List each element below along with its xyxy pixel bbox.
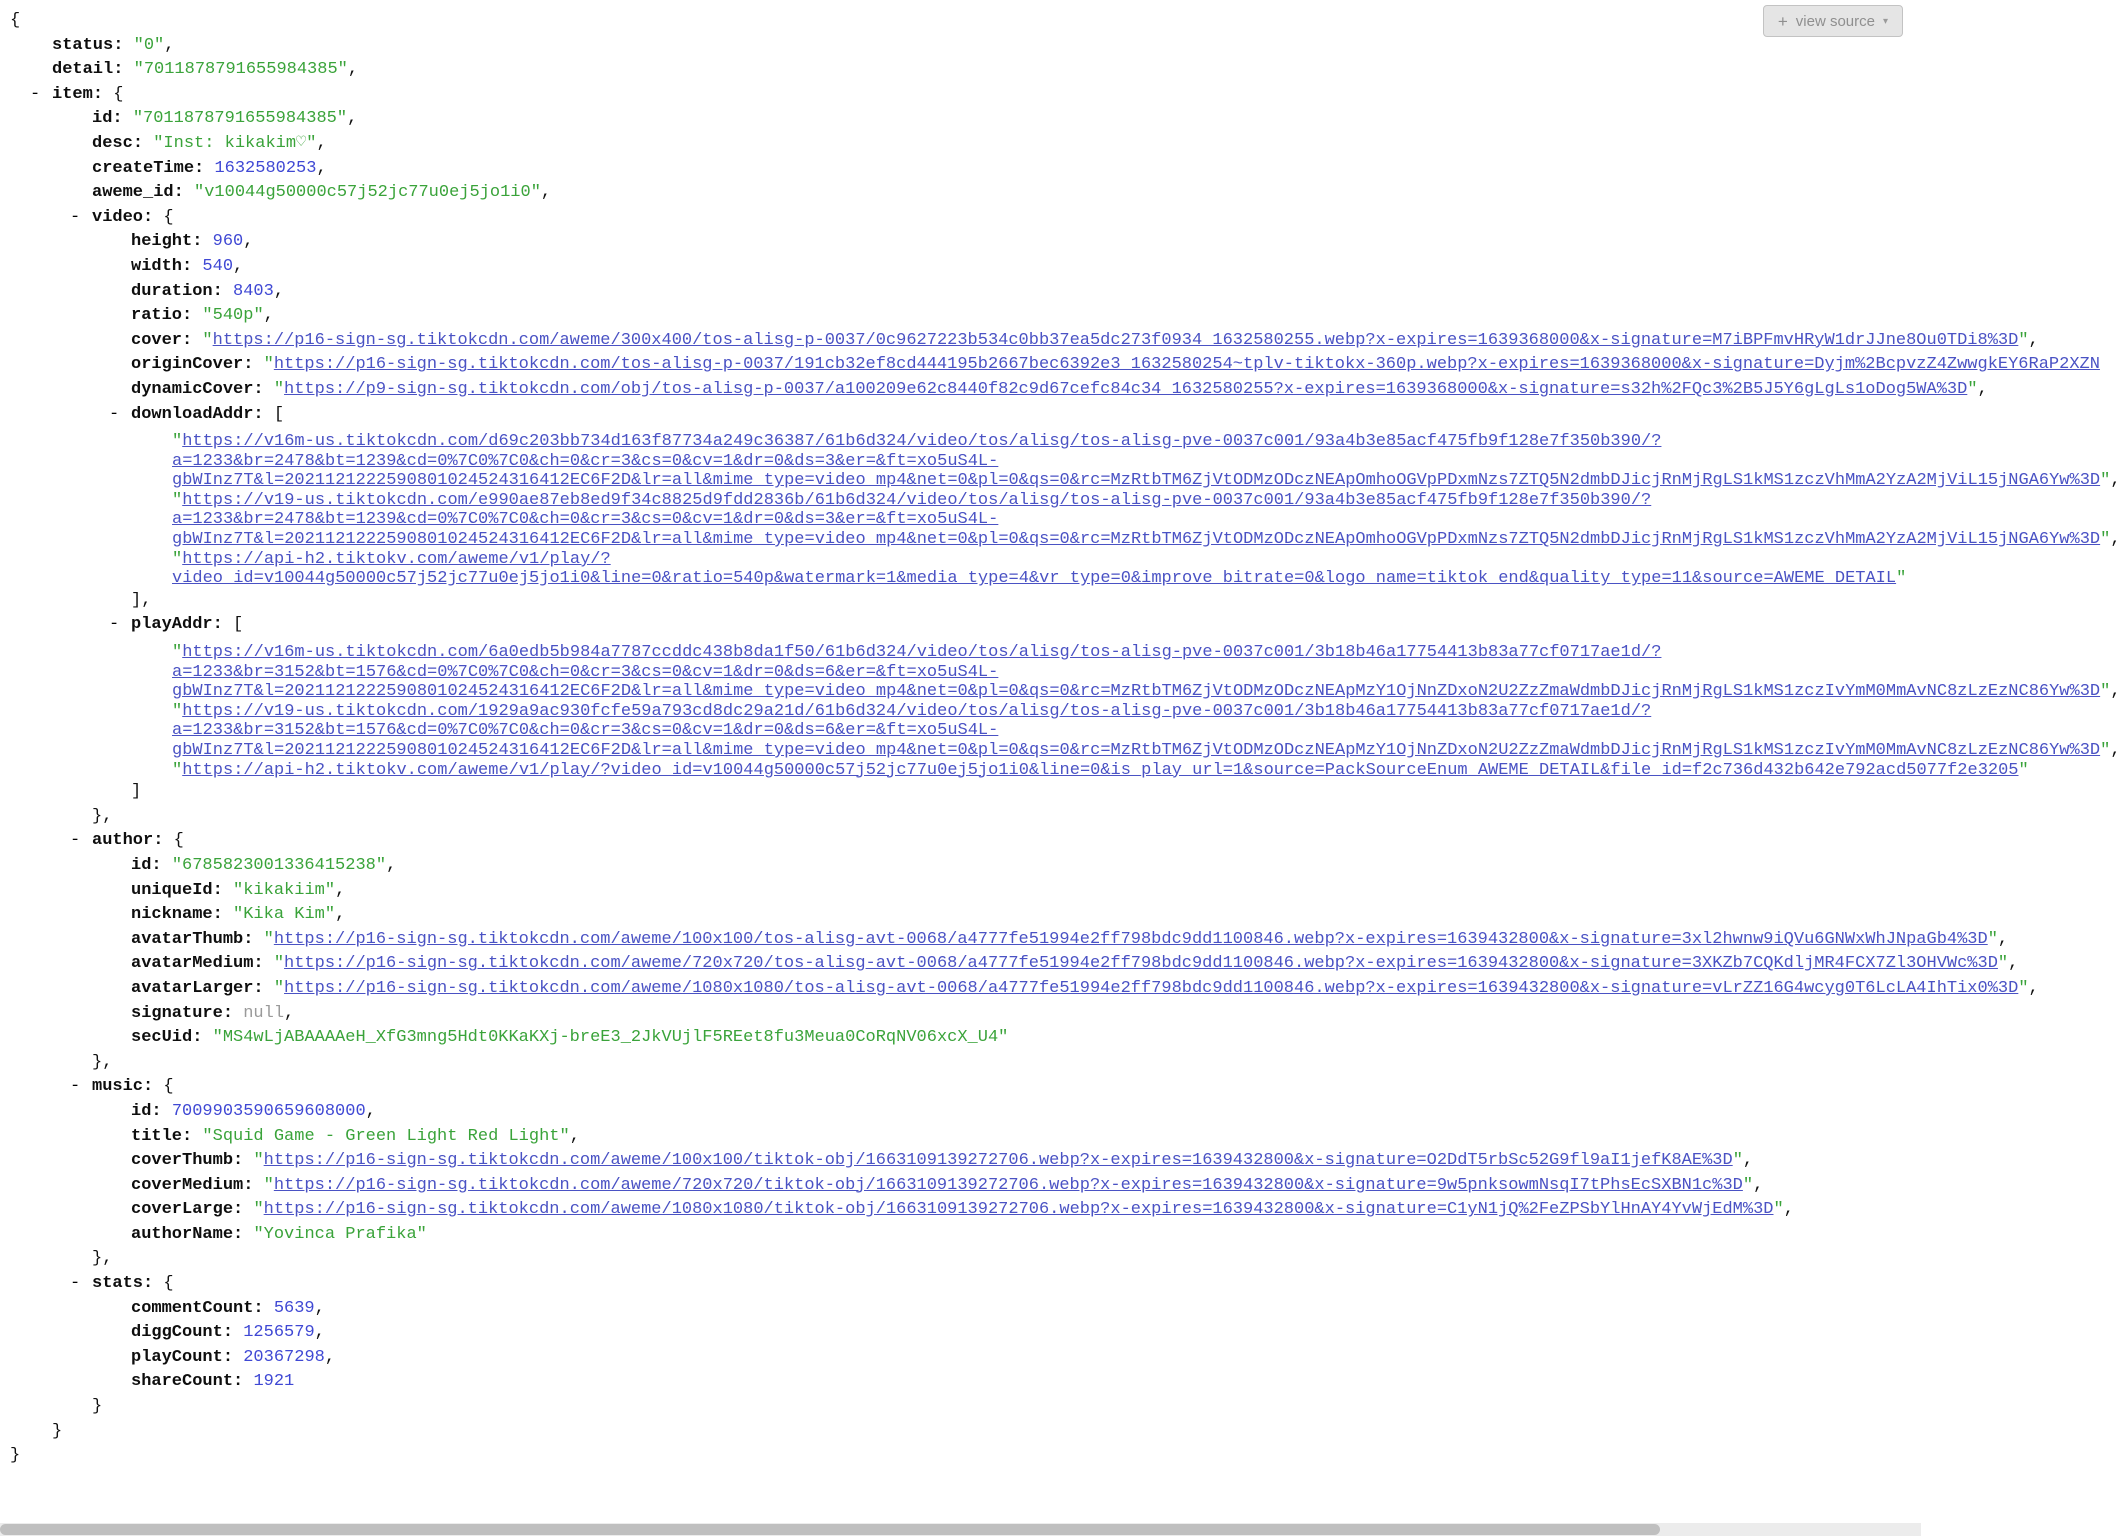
json-line xyxy=(0,589,1921,614)
json-string-value: ″ Squid Game - Green Light Red Light ″ xyxy=(202,1127,569,1146)
json-key: id : xyxy=(131,1102,172,1121)
comma: , xyxy=(243,232,254,252)
json-line xyxy=(0,206,1921,231)
json-key: dynamicCover : xyxy=(131,380,274,399)
json-key: avatarMedium : xyxy=(131,954,274,973)
json-link-value[interactable]: a=1233&br=2478&bt=1239&cd=0%7C0%7C0&ch=0&cr=3&cs=0&cv=1&dr=0&ds=3&er=&ft=xo5uS4L- xyxy=(172,451,999,471)
json-key: avatarLarger : xyxy=(131,979,274,998)
json-line xyxy=(0,280,1921,305)
json-link-value[interactable]: ″ https://p9-sign-sg.tiktokcdn.com/obj/tos-alisg-p-0037/a100209e62c8440f82c9d67cefc84c34_1632580255?x-expires=1639368000&x-signature=s32h%2FQc3%2B5J5Y6gLgLs1oDog5WA%3D ″ xyxy=(274,380,1978,399)
json-line xyxy=(0,1346,1921,1371)
close-bracket: ] xyxy=(131,782,142,802)
collapse-toggle-icon[interactable]: - xyxy=(30,84,41,104)
comma: , xyxy=(365,1101,376,1121)
open-brace: { xyxy=(10,11,21,30)
json-viewer xyxy=(0,9,2121,1469)
json-line xyxy=(0,132,1921,157)
caret-down-icon: ▾ xyxy=(1882,15,1888,27)
json-link-value[interactable]: ″ https://v19-us.tiktokcdn.com/1929a9ac930fcfe59a793cd8dc29a21d/61b6d324/video/tos/alisg/tos-alisg-pve-0037c001/3b18b46a17754413b83a77cf0717ae1d/? xyxy=(172,702,1651,721)
comma: , xyxy=(1783,1200,1794,1220)
json-line xyxy=(0,353,2100,378)
json-link-value[interactable]: ″ https://p16-sign-sg.tiktokcdn.com/aweme/1080x1080/tos-alisg-avt-0068/a4777fe51994e2ff798bdc9dd1100846.webp?x-expires=1639432800&x-signature=vLrZZ16G4wcyg0T6LcLA4IhTix0%3D ″ xyxy=(274,979,2029,998)
json-key: commentCount : xyxy=(131,1299,274,1318)
json-line xyxy=(0,230,1921,255)
json-line xyxy=(0,403,1921,428)
json-line xyxy=(0,550,1921,570)
json-line xyxy=(0,530,2121,550)
json-key: signature : xyxy=(131,1004,243,1023)
json-key: avatarThumb : xyxy=(131,930,264,949)
json-link-value[interactable]: video_id=v10044g50000c57j52jc77u0ej5jo1i0&line=0&ratio=540p&watermark=1&media_type=4&vr_type=0&improve_bitrate=0&logo_name=tiktok_end&quality_type=11&source=AWEME_DETAIL ″ xyxy=(172,569,1906,588)
json-key: video : xyxy=(92,208,163,227)
json-key: coverMedium : xyxy=(131,1176,264,1195)
collapse-toggle-icon[interactable]: - xyxy=(70,1274,81,1294)
json-line xyxy=(0,613,1921,638)
json-key: authorName : xyxy=(131,1225,253,1244)
json-null-value: null xyxy=(243,1003,285,1023)
comma: , xyxy=(314,1298,325,1318)
json-line xyxy=(0,34,1921,59)
json-line xyxy=(0,643,1921,663)
json-link-value[interactable]: a=1233&br=3152&bt=1576&cd=0%7C0%7C0&ch=0&cr=3&cs=0&cv=1&dr=0&ds=6&er=&ft=xo5uS4L- xyxy=(172,662,999,682)
json-line xyxy=(0,1444,1921,1469)
horizontal-scrollbar[interactable] xyxy=(0,1523,1921,1536)
json-key: desc : xyxy=(92,134,153,153)
json-line xyxy=(0,255,1921,280)
comma: , xyxy=(1997,929,2009,949)
json-string-value: ″ 0 ″ xyxy=(134,36,165,55)
json-line xyxy=(0,903,1921,928)
json-key: playCount : xyxy=(131,1348,243,1367)
comma: , xyxy=(2008,954,2019,974)
json-number-value: 1921 xyxy=(253,1372,295,1392)
comma: , xyxy=(2110,682,2121,702)
json-key: title : xyxy=(131,1127,202,1146)
comma: , xyxy=(347,109,358,129)
comma: , xyxy=(1753,1175,1764,1195)
json-key: playAddr : xyxy=(131,615,233,634)
close-bracket: ], xyxy=(131,590,152,610)
json-number-value: 8403 xyxy=(233,281,274,301)
json-string-value: ″ kikakiim ″ xyxy=(233,881,335,900)
json-line xyxy=(0,741,2121,761)
comma: , xyxy=(335,905,346,925)
json-key: uniqueId : xyxy=(131,881,233,900)
json-link-value[interactable]: ″ https://p16-sign-sg.tiktokcdn.com/aweme/100x100/tos-alisg-avt-0068/a4777fe51994e2ff798bdc9dd1100846.webp?x-expires=1639432800&x-signature=3xl2hwnw9iQVu6GNWxWhJNpaGb4%3D ″ xyxy=(264,930,1998,949)
json-number-value: 960 xyxy=(212,232,244,252)
json-line xyxy=(0,304,1921,329)
close-brace: }, xyxy=(92,1249,113,1269)
json-number-value: 1632580253 xyxy=(214,158,317,178)
json-key: duration : xyxy=(131,282,233,301)
json-string-value: ″ 7011878791655984385 ″ xyxy=(134,60,348,79)
json-line xyxy=(0,702,1921,722)
json-key: downloadAddr : xyxy=(131,405,274,424)
close-brace: } xyxy=(92,1397,103,1417)
json-line xyxy=(0,1395,1921,1420)
json-link-value[interactable]: ″ https://api-h2.tiktokv.com/aweme/v1/play/?video_id=v10044g50000c57j52jc77u0ej5jo1i0&line=0&is_play_url=1&source=PackSourceEnum_AWEME_DETAIL&file_id=f2c736d432b642e792acd5077f2e3205 ″ xyxy=(172,761,2029,780)
json-link-value[interactable]: gbWInz7T&l=2021121222590801024524316412EC6F2D&lr=all&mime_type=video_mp4&net=0&pl=0&qs=0&rc=MzRtbTM6ZjVtODMzODczNEApOmhoOGVpPDxmNzs7ZTQ5N2dmbDJicjRnMjRgLS1kMS1zczVhMmA2YzA2MjViL15jNGA6Yw%3D ″ xyxy=(172,530,2110,549)
comma: , xyxy=(273,281,285,301)
json-line xyxy=(0,1370,1921,1395)
close-brace: } xyxy=(10,1446,21,1466)
close-brace: }, xyxy=(92,1052,113,1072)
comma: , xyxy=(324,1347,336,1367)
open-brace: { xyxy=(163,1077,174,1097)
view-source-button[interactable] xyxy=(1763,5,1903,37)
comma: , xyxy=(347,60,359,80)
collapse-toggle-icon[interactable]: - xyxy=(70,1077,81,1097)
json-link-value[interactable]: ″ https://p16-sign-sg.tiktokcdn.com/tos-alisg-p-0037/191cb32ef8cd444195b2667bec6392e3_1632580254~tplv-tiktokx-360p.webp?x-expires=1639368000&x-signature=Dyjm%2BcpvzZ4ZwwgkEY6RaP2XZN xyxy=(264,355,2100,374)
json-line xyxy=(0,329,2039,354)
json-line xyxy=(0,1002,1921,1027)
collapse-toggle-icon[interactable]: - xyxy=(109,615,120,635)
json-number-value: 540 xyxy=(202,256,234,276)
json-key: author : xyxy=(92,831,174,850)
json-link-value[interactable]: gbWInz7T&l=2021121222590801024524316412EC6F2D&lr=all&mime_type=video_mp4&net=0&pl=0&qs=0&rc=MzRtbTM6ZjVtODMzODczNEApMzY1OjNnZDxoN2U2ZzZmaWdmbDJicjRnMjRgLS1kMS1zczIvYmM0MmAvNC8zLzEzNC86Yw%3D ″ xyxy=(172,682,2110,701)
json-link-value[interactable]: ″ https://p16-sign-sg.tiktokcdn.com/aweme/720x720/tos-alisg-avt-0068/a4777fe51994e2ff798bdc9dd1100846.webp?x-expires=1639432800&x-signature=3XKZb7CQKdljMR4FCX7Zl3OHVWc%3D ″ xyxy=(274,954,2008,973)
close-brace: }, xyxy=(92,806,113,826)
json-string-value: ″ 540p ″ xyxy=(202,306,263,325)
json-link-value[interactable]: a=1233&br=2478&bt=1239&cd=0%7C0%7C0&ch=0&cr=3&cs=0&cv=1&dr=0&ds=3&er=&ft=xo5uS4L- xyxy=(172,510,999,530)
json-string-value: ″ 7011878791655984385 ″ xyxy=(133,109,347,128)
json-line xyxy=(0,952,2019,977)
comma: , xyxy=(316,158,327,178)
comma: , xyxy=(2028,978,2039,998)
json-line xyxy=(0,977,2039,1002)
json-key: item : xyxy=(52,85,113,104)
json-key: cover : xyxy=(131,331,202,350)
comma: , xyxy=(284,1003,295,1023)
collapse-toggle-icon[interactable]: - xyxy=(109,404,120,424)
comma: , xyxy=(316,133,327,153)
json-key: id : xyxy=(131,856,172,875)
json-string-value: ″ MS4wLjABAAAAeH_XfG3mng5Hdt0KKaKXj-breE3_2JkVUjlF5REet8fu3Meua0CoRqNV06xcX_U4 ″ xyxy=(213,1028,1009,1047)
json-string-value: ″ Inst: kikakim♡ ″ xyxy=(153,134,316,153)
json-line xyxy=(0,928,2009,953)
json-string-value: ″ Kika Kim ″ xyxy=(233,905,335,924)
json-link-value[interactable]: ″ https://p16-sign-sg.tiktokcdn.com/aweme/1080x1080/tiktok-obj/1663109139272706.webp?x-expires=1639432800&x-signature=C1yN1jQ%2FeZPSbYlHnAY4YvWjEdM%3D ″ xyxy=(253,1200,1783,1219)
json-line xyxy=(0,1272,1921,1297)
json-line xyxy=(0,805,1921,830)
json-key: coverLarge : xyxy=(131,1200,253,1219)
json-string-value: ″ v10044g50000c57j52jc77u0ej5jo1i0 ″ xyxy=(194,183,541,202)
json-key: music : xyxy=(92,1077,163,1096)
open-brace: { xyxy=(173,831,184,851)
json-line xyxy=(0,829,1921,854)
json-line xyxy=(0,1125,1921,1150)
json-line xyxy=(0,1100,1921,1125)
json-link-value[interactable]: gbWInz7T&l=2021121222590801024524316412EC6F2D&lr=all&mime_type=video_mp4&net=0&pl=0&qs=0&rc=MzRtbTM6ZjVtODMzODczNEApMzY1OjNnZDxoN2U2ZzZmaWdmbDJicjRnMjRgLS1kMS1zczIvYmM0MmAvNC8zLzEzNC86Yw%3D ″ xyxy=(172,741,2110,760)
scrollbar-thumb[interactable] xyxy=(0,1524,1660,1535)
json-link-value[interactable]: ″ https://api-h2.tiktokv.com/aweme/v1/play/? xyxy=(172,550,611,569)
json-line xyxy=(0,1247,1921,1272)
json-key: coverThumb : xyxy=(131,1151,253,1170)
json-key: shareCount : xyxy=(131,1372,253,1391)
json-line xyxy=(0,1174,1921,1199)
json-line xyxy=(0,1223,1921,1248)
collapse-toggle-icon[interactable]: - xyxy=(70,831,81,851)
json-line xyxy=(0,181,1921,206)
comma: , xyxy=(2110,741,2121,760)
json-link-value[interactable]: ″ https://p16-sign-sg.tiktokcdn.com/aweme/300x400/tos-alisg-p-0037/0c9627223b534c0bb37ea5dc273f0934_1632580255.webp?x-expires=1639368000&x-signature=M7iBPFmvHRyW1drJJne8Ou0TDi8%3D ″ xyxy=(202,331,2028,350)
json-line xyxy=(0,1149,1921,1174)
json-line xyxy=(0,1051,1921,1076)
comma: , xyxy=(1977,379,1988,399)
json-line xyxy=(0,760,2019,781)
json-line xyxy=(0,854,1921,879)
json-line xyxy=(0,663,1921,683)
comma: , xyxy=(2110,471,2121,491)
json-line xyxy=(0,1026,1921,1051)
json-link-value[interactable]: a=1233&br=3152&bt=1576&cd=0%7C0%7C0&ch=0&cr=3&cs=0&cv=1&dr=0&ds=6&er=&ft=xo5uS4L- xyxy=(172,721,999,741)
json-key: ratio : xyxy=(131,306,202,325)
json-link-value[interactable]: ″ https://v16m-us.tiktokcdn.com/6a0edb5b984a7787ccddc438b8da1f50/61b6d324/video/tos/alisg/tos-alisg-pve-0037c001/3b18b46a17754413b83a77cf0717ae1d/? xyxy=(172,643,1661,662)
comma: , xyxy=(314,1323,325,1343)
json-number-value: 1256579 xyxy=(243,1323,315,1343)
json-key: diggCount : xyxy=(131,1323,243,1342)
json-line xyxy=(0,58,1921,83)
comma: , xyxy=(2110,530,2121,550)
comma: , xyxy=(1742,1151,1754,1171)
collapse-toggle-icon[interactable]: - xyxy=(70,207,81,227)
comma: , xyxy=(569,1126,580,1146)
json-number-value: 7009903590659608000 xyxy=(171,1101,366,1121)
comma: , xyxy=(540,183,552,203)
json-string-value: ″ 6785823001336415238 ″ xyxy=(172,856,386,875)
open-brace: { xyxy=(163,1274,174,1294)
json-link-value[interactable]: ″ https://v16m-us.tiktokcdn.com/d69c203bb734d163f87734a249c36387/61b6d324/video/tos/alisg/tos-alisg-pve-0037c001/93a4b3e85acf475fb9f128e7f350b390/? xyxy=(172,432,1661,451)
json-line xyxy=(0,378,1988,403)
open-bracket: [ xyxy=(273,404,285,424)
json-key: originCover : xyxy=(131,355,264,374)
json-line xyxy=(0,157,1921,182)
open-bracket: [ xyxy=(233,615,244,635)
json-link-value[interactable]: gbWInz7T&l=2021121222590801024524316412EC6F2D&lr=all&mime_type=video_mp4&net=0&pl=0&qs=0&rc=MzRtbTM6ZjVtODMzODczNEApOmhoOGVpPDxmNzs7ZTQ5N2dmbDJicjRnMjRgLS1kMS1zczVhMmA2YzA2MjViL15jNGA6Yw%3D ″ xyxy=(172,471,2110,490)
json-line xyxy=(0,879,1921,904)
json-key: width : xyxy=(131,257,202,276)
json-line xyxy=(0,1321,1921,1346)
json-line xyxy=(0,107,1921,132)
json-line xyxy=(0,1075,1921,1100)
close-brace: } xyxy=(52,1421,63,1441)
json-key: aweme_id : xyxy=(92,183,194,202)
view-source-label: view source xyxy=(1795,12,1875,30)
json-link-value[interactable]: ″ https://p16-sign-sg.tiktokcdn.com/aweme/720x720/tiktok-obj/1663109139272706.webp?x-expires=1639432800&x-signature=9w5pnksowmNsqI7tPhsEcSXBN1c%3D ″ xyxy=(264,1176,1753,1195)
open-brace: { xyxy=(113,84,124,104)
comma: , xyxy=(386,855,397,875)
json-number-value: 20367298 xyxy=(243,1347,325,1367)
json-line xyxy=(0,510,1921,530)
json-line xyxy=(0,1420,1921,1445)
json-line xyxy=(0,569,1921,589)
json-line xyxy=(0,780,1921,805)
json-line xyxy=(0,83,1921,108)
plus-icon: + xyxy=(1777,11,1788,31)
json-key: stats : xyxy=(92,1274,163,1293)
comma: , xyxy=(233,256,244,276)
json-line xyxy=(0,1297,1921,1322)
open-brace: { xyxy=(163,207,174,227)
json-link-value[interactable]: ″ https://p16-sign-sg.tiktokcdn.com/aweme/100x100/tiktok-obj/1663109139272706.webp?x-expires=1639432800&x-signature=O2DdT5rbSc52G9fl9aI1jefK8AE%3D ″ xyxy=(253,1151,1742,1170)
json-key: detail : xyxy=(52,60,134,79)
json-line xyxy=(0,491,1921,511)
json-line xyxy=(0,721,1921,741)
json-key: nickname : xyxy=(131,905,233,924)
json-link-value[interactable]: ″ https://v19-us.tiktokcdn.com/e990ae87eb8ed9f34c8825d9fdd2836b/61b6d324/video/tos/alisg/tos-alisg-pve-0037c001/93a4b3e85acf475fb9f128e7f350b390/? xyxy=(172,491,1651,510)
json-string-value: ″ Yovinca Prafika ″ xyxy=(253,1225,426,1244)
json-line xyxy=(0,682,2121,702)
json-line xyxy=(0,471,2121,491)
json-key: createTime : xyxy=(92,159,214,178)
comma: , xyxy=(335,880,346,900)
json-key: height : xyxy=(131,232,213,251)
json-number-value: 5639 xyxy=(273,1298,315,1318)
json-key: status : xyxy=(52,36,134,55)
json-line xyxy=(0,452,1921,472)
json-key: secUid : xyxy=(131,1028,213,1047)
json-line xyxy=(0,1198,1921,1223)
comma: , xyxy=(164,35,175,55)
comma: , xyxy=(2028,330,2039,350)
json-line xyxy=(0,9,1921,34)
json-line xyxy=(0,432,1921,452)
json-key: id : xyxy=(92,109,133,128)
comma: , xyxy=(263,306,274,326)
